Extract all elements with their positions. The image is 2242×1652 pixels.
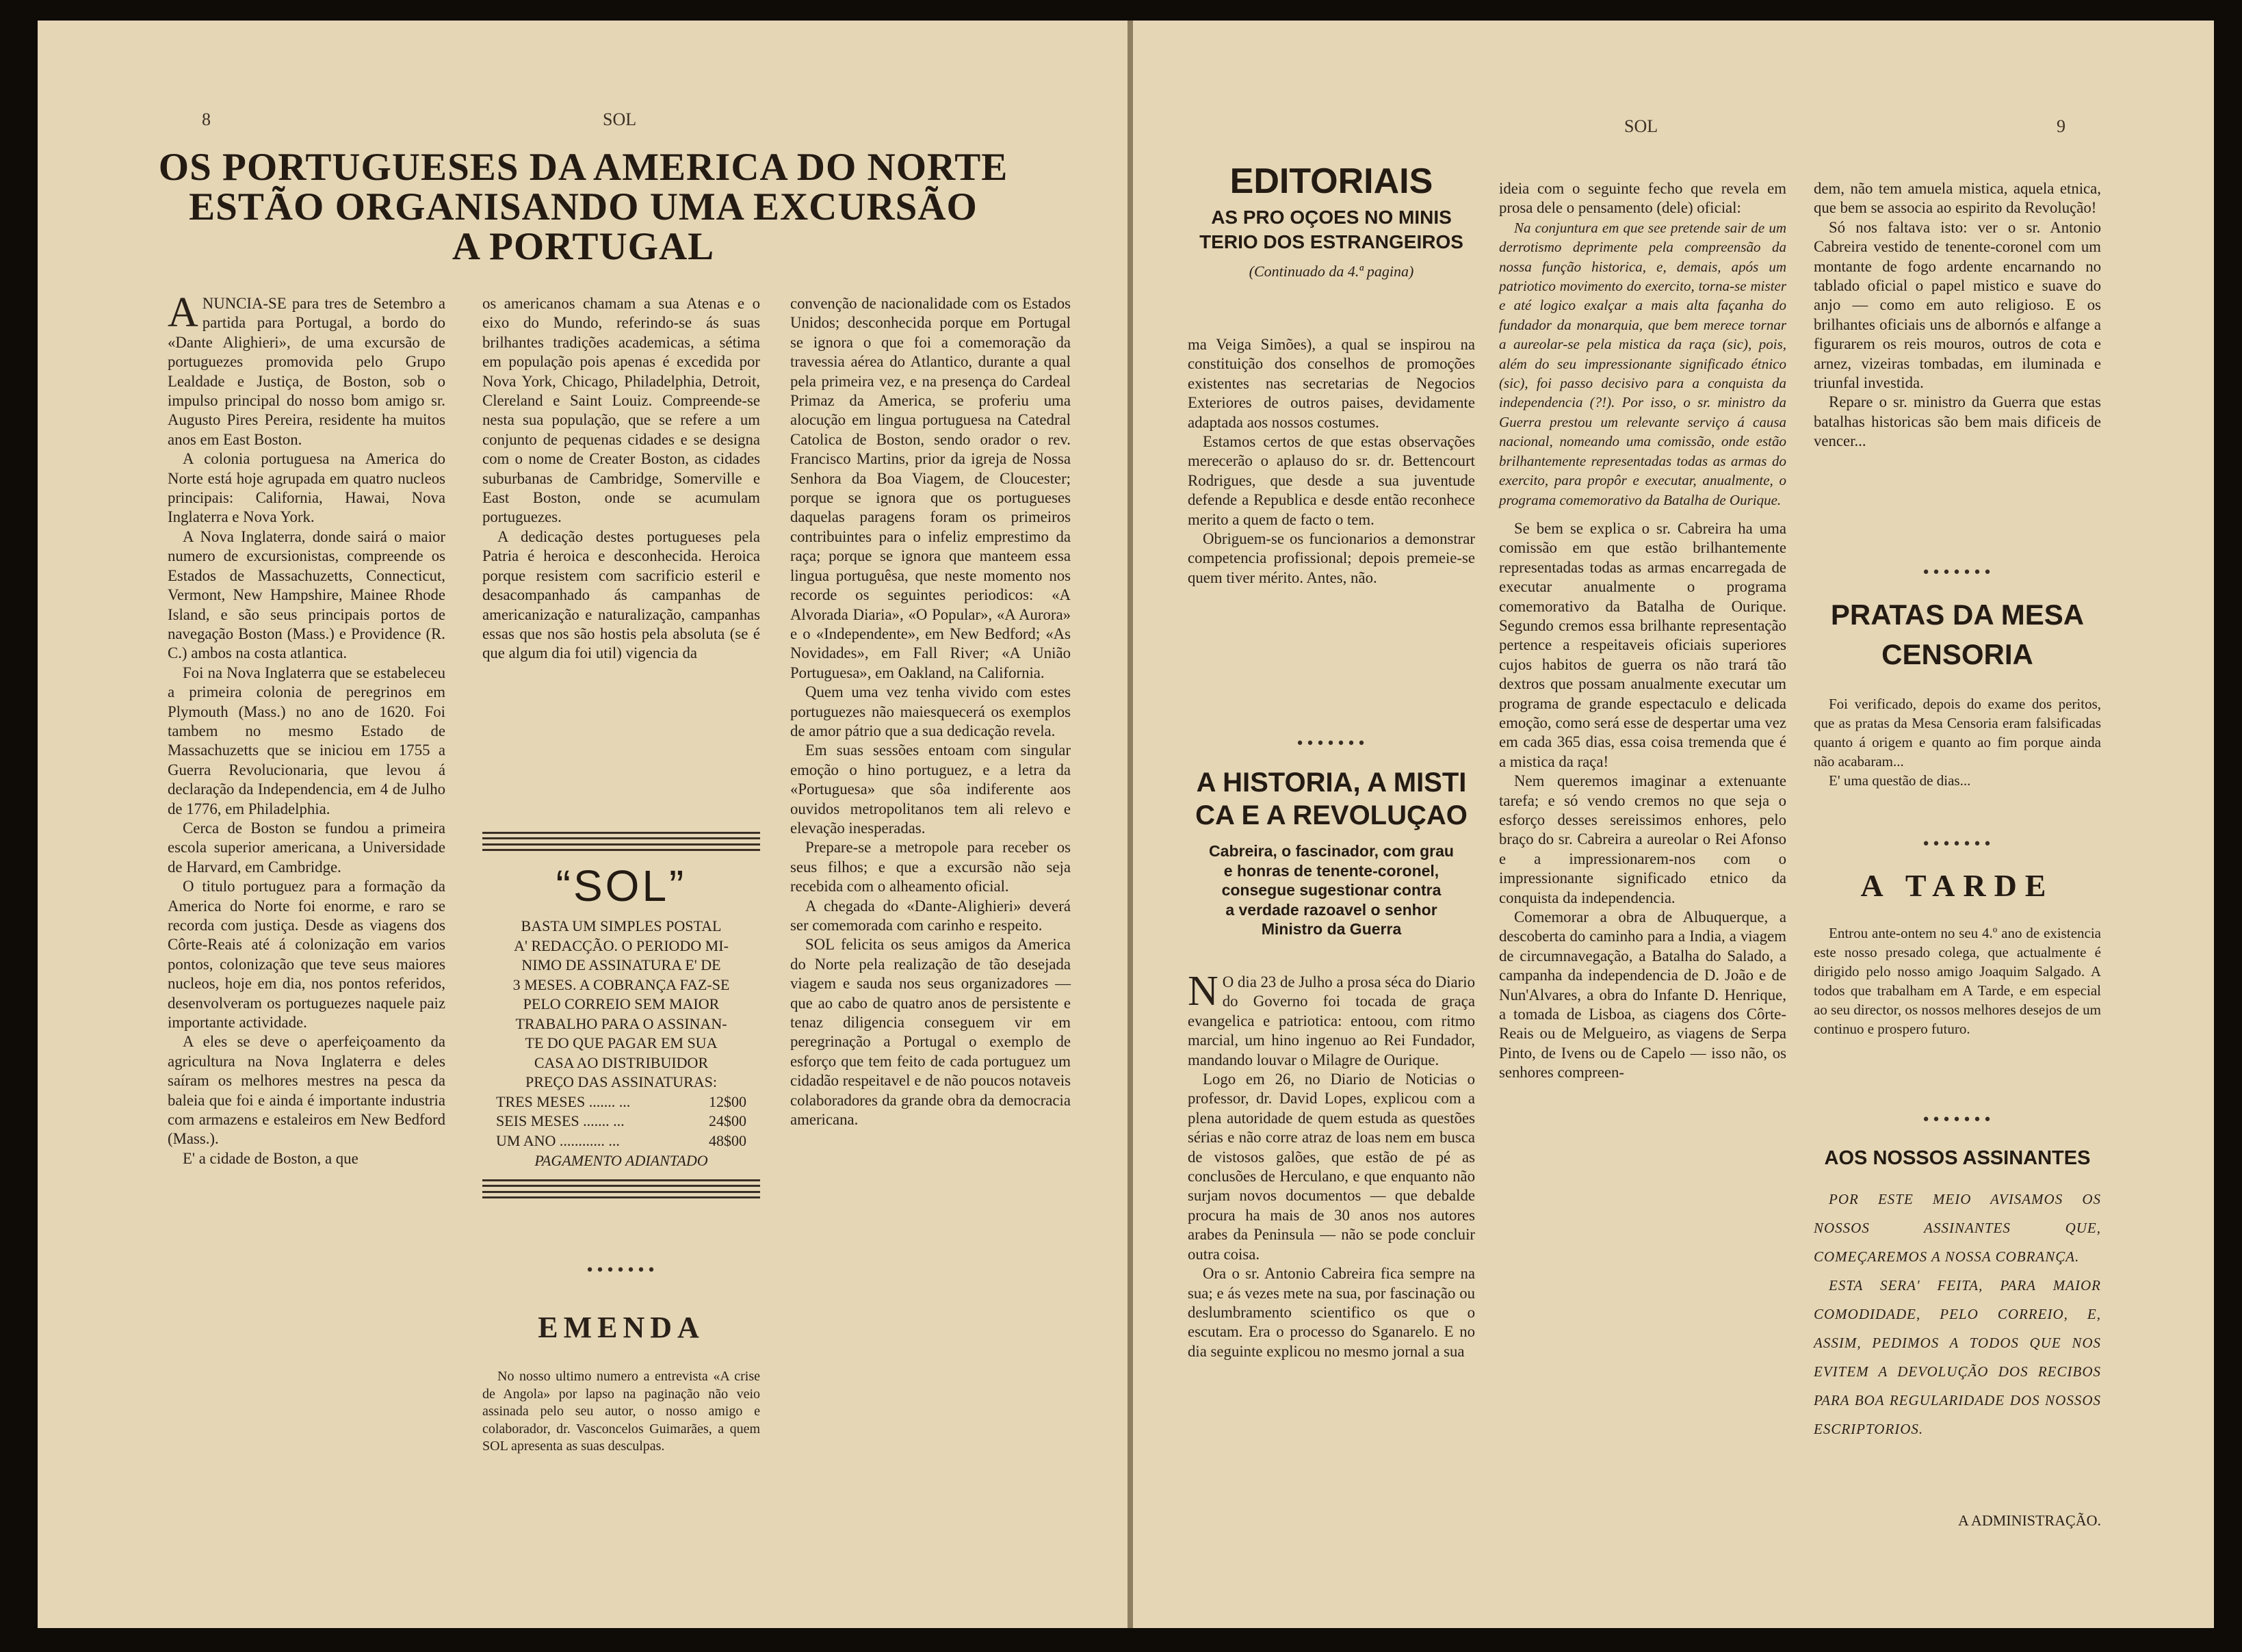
pratas-title: PRATAS DA MESA (1830, 599, 2085, 631)
price-value: 12$00 (709, 1092, 746, 1110)
paragraph: Foi verificado, depois do exame dos peritos, que as pratas da Mesa Censoria eram falsificadas quanto á origem e quanto ao fim porque ainda não acabaram... (1814, 696, 2101, 770)
price-row (496, 1092, 746, 1112)
paragraph: Cerca de Boston se fundou a primeira escola superior americana, a Universidade de Harvard, em Cambridge. (168, 819, 445, 876)
sol-box-line: A' REDACÇÃO. O PERIODO MI- (514, 936, 729, 954)
right-page (1133, 21, 2214, 1628)
paragraph: Prepare-se a metropole para receber os seus filhos; e que a excursão não seja recebida com o alheamento oficial. (790, 839, 1071, 895)
paragraph: E' uma questão de dias... (1829, 772, 1971, 789)
historia-subtitle: Ministro da Guerra (1261, 920, 1402, 938)
article-column-1 (168, 289, 445, 1168)
historia-subtitle: e honras de tenente-coronel, (1223, 861, 1439, 880)
sol-box-line: 3 MESES. A COBRANÇA FAZ-SE (512, 975, 730, 993)
paragraph: ma Veiga Simões), a qual se inspirou na constituição dos conselhos de promoções existentes nas secretarias de Negocios Exteriores de outros paises, devidamente adaptada aos nossos costumes. (1188, 336, 1475, 431)
historia-title: A HISTORIA, A MISTI (1196, 768, 1467, 798)
paragraph: Repare o sr. ministro da Guerra que estas batalhas historicas são bem mais dificeis de vencer... (1814, 393, 2101, 450)
paragraph: Foi na Nova Inglaterra que se estabeleceu a primeira colonia de peregrinos em Plymouth (Mass.) no ano de 1620. Foi tambem no mesmo Estado de Massachuzetts que se iniciou em 1755 a Guerra Revolucionaria, que levou á declaração da Independencia, em 4 de Julho de 1776, em Philadelphia. (168, 664, 445, 817)
price-label: SEIS MESES ....... ... (496, 1112, 625, 1129)
separator: ••••••• (585, 1262, 657, 1279)
paragraph: Logo em 26, no Diario de Noticias o professor, dr. David Lopes, explicou com a plena autoridade de quem estuda as questões sérias e não corre atraz de loas nem em busca de vistosos galões, que estão de pé as conclusões de Herculano, e que enquanto não surjam novos documentos — que debalde procura ha mais de 30 anos nos autores arabes da Peninsula — não se pode concluir outra coisa. (1188, 1071, 1475, 1263)
price-row (496, 1112, 746, 1131)
price-value: 24$00 (709, 1112, 746, 1129)
paragraph: SOL felicita os seus amigos da America do Norte pela realização de tão desejada viagem e sauda nos seus organizadores — que ao cabo de quatro anos de persistente e tenaz diligencia conseguem vir em peregrinação a Portugal o exemplo de esforço que tem feito de cada portuguez um cidadão respeitavel e de não poucos notaveis colaboradores da grande obra da democracia americana. (790, 936, 1071, 1129)
paragraph: ideia com o seguinte fecho que revela em prosa dele o pensamento (dele) oficial: (1499, 180, 1786, 217)
tarde-text (1814, 923, 2101, 1038)
paragraph: Se bem se explica o sr. Cabreira ha uma comissão em que estão brilhantemente representadas todas as armas encarregada de executar anualmente o programa comemorativo da Batalha de Ourique. Segundo cremos essa brilhante representação pertence a respeitaveis oficiais superiores cujos habitos de guerra os não trará tão dextros que possam anualmente executar um programa de grande espectaculo e delicada emoção, como será esse de despertar uma vez em cada 365 dias, essa coisa tremenda que é a mistica da raça! (1499, 519, 1786, 770)
price-value: 48$00 (709, 1131, 746, 1149)
pratas-title: CENSORIA (1881, 638, 2033, 670)
paragraph: POR ESTE MEIO AVISAMOS OS NOSSOS ASSINANTES QUE, COMEÇAREMOS A NOSSA COBRANÇA. (1814, 1191, 2101, 1265)
article-column-2 (482, 294, 760, 664)
paragraph: os americanos chamam a sua Atenas e o eixo do Mundo, referindo-se ás suas brilhantes tradições academicas, a sétima em população pois apenas é excedida por Nova York, Chicago, Philadelphia, Detroit, Clereland e Saint Louiz. Compreende-se nesta sua população, que se refere a um conjunto de pequenas cidades e se designa com o nome de Creater Boston, as cidades suburbanas de Cambridge, Somerville e East Boston, onde se acumulam portuguezes. (482, 295, 760, 526)
historia-subtitle: consegue sugestionar contra (1221, 881, 1442, 899)
separator: ••••••• (1921, 836, 1994, 853)
quote: Na conjuntura em que see pretende sair de um derrotismo deprimente pela compreensão da nossa função historica, e, demais, após um patriotico movimento do exercito, torna-se mister e até logico exalçar a mais alta façanha do fundador da monarquia, que bem merece tornar a aureolar-se pela mistica da raça (sic), pois, além do seu impressionante significado étnico (sic), foi passo decisivo para a conquista da independencia (?!). Por isso, o sr. ministro da Guerra prestou um relevante serviço á causa nacional, nomeando uma comissão, onde estão brilhantemente representadas todas as armas do exercito, para propôr e executar, anualmente, o programa comemorativo da Batalha de Ourique. (1499, 219, 1786, 508)
paragraph: A Nova Inglaterra, donde sairá o maior numero de excursionistas, compreende os Estados de Massachuzetts, Connecticut, Vermont, New Hampshire, Mainee Rhode Island, e são seus principais portos de navegação Boston (Mass.) e Providence (R. C.) ambos na costa atlantica. (168, 527, 445, 662)
paragraph: dem, não tem amuela mistica, aquela etnica, que bem se associa ao espirito da Revolução! (1814, 180, 2101, 217)
paragraph: A eles se deve o aperfeiçoamento da agricultura na Nova Inglaterra e deles saíram os melhores mestres na pesca da baleia que foi e ainda é importante industria com armazens e estaleiros em New Bedford (Mass.). (168, 1033, 445, 1148)
paragraph: Obriguem-se os funcionarios a demonstrar competencia profissional; depois premeie-se quem tiver mérito. Antes, não. (1188, 530, 1475, 586)
paragraph: Só nos faltava isto: ver o sr. Antonio Cabreira vestido de tenente-coronel com um montante de fogo ardente encarnando no tablado oficial o papel mistico e suave do anjo — como em auto religioso. E os brilhantes oficiais uns de albornós e alfange a figurarem os reis mouros, outros de cota e arnez, vizeiras tombadas, em iluminada e triunfal investida. (1814, 218, 2101, 392)
paragraph: Entrou ante-ontem no seu 4.º ano de existencia este nosso presado colega, que actualmente é dirigido pelo nosso amigo Joaquim Salgado. A todos que trabalham em A Tarde, e em especial ao seu director, os nossos melhores desejos de um continuo e prospero futuro. (1814, 925, 2101, 1037)
assinantes-title: AOS NOSSOS ASSINANTES (1824, 1147, 2091, 1169)
drop-cap: N (1188, 968, 1218, 1014)
paragraph: O dia 23 de Julho a prosa séca do Diario do Governo foi tocada de graça evangelica e patriotica: entoou, com ritmo marcial, um hino ingenuo ao Rei Fundador, mandando louvar o Milagre de Ourique. (1188, 973, 1475, 1068)
headline-line-2: ESTÃO ORGANISANDO UMA EXCURSÃO (189, 185, 978, 228)
paragraph: Estamos certos de que estas observações merecerão o aplauso do sr. dr. Bettencourt Rodrigues, que desde a sua juventude defende a Republica e desde então reconhece merito a quem de facto o tem. (1188, 433, 1475, 528)
emenda-text (482, 1368, 760, 1456)
tarde-title: A TARDE (1860, 868, 2055, 903)
sol-box-line: NIMO DE ASSINATURA E' DE (521, 956, 721, 973)
paragraph: Quem uma vez tenha vivido com estes portuguezes não maiesquecerá os exemplos de amor pátrio que a sua dedicação revela. (790, 683, 1071, 739)
drop-cap: A (168, 289, 198, 336)
paragraph: No nosso ultimo numero a entrevista «A crise de Angola» por lapso na paginação não veio assinada pelo seu autor, o nosso amigo e colaborador, dr. Vasconcelos Guimarães, a quem SOL apresenta as suas desculpas. (482, 1369, 760, 1454)
sol-box-line: TRABALHO PARA O ASSINAN- (515, 1014, 727, 1032)
paragraph: NUNCIA-SE para tres de Setembro a partida para Portugal, a bordo do «Dante Alighieri», de uma excursão de portuguezes promovida pelo Grupo Lealdade e Justiça, de Boston, sob o impulso principal do nosso bom amigo sr. Augusto Pires Pereira, residente ha muitos anos em East Boston. (168, 295, 445, 448)
separator: ••••••• (1921, 1112, 1994, 1129)
sol-box-title: “SOL” (556, 861, 687, 910)
prices-title: PREÇO DAS ASSINATURAS: (525, 1073, 717, 1090)
payment-note: PAGAMENTO ADIANTADO (534, 1152, 708, 1169)
historia-column-c (1814, 179, 2101, 451)
wavy-rule (482, 1179, 760, 1187)
price-label: TRES MESES ....... ... (496, 1092, 631, 1110)
historia-subtitle: a verdade razoavel o senhor (1225, 900, 1437, 919)
page-number: 8 (202, 109, 211, 129)
editoriais-block (1188, 157, 1475, 289)
editoriais-title: EDITORIAIS (1229, 161, 1433, 201)
paragraph: Em suas sessões entoam com singular emoção o hino portuguez, e a letra da «Portuguesa» que sôa indiferente aos ouvidos metropolitanos tem ali relevo e elevação inesperadas. (790, 742, 1071, 837)
separator: ••••••• (1295, 735, 1368, 752)
left-page (38, 21, 1129, 1628)
paragraph: A colonia portuguesa na America do Norte está hoje agrupada em quatro nucleos principais: California, Hawai, Nova Inglaterra e Nova York. (168, 450, 445, 526)
wavy-rule (482, 843, 760, 851)
paragraph: A dedicação destes portugueses pela Patria é heroica e desconhecida. Heroica porque resistem com sacrificio esteril e desacompanhado ás campanhas de americanização e naturalização, campanhas essas que nos são hostis pela absoluta (se é que algum dia foi util) vigencia da (482, 527, 760, 662)
paragraph: ESTA SERA' FEITA, PARA MAIOR COMODIDADE, PELO CORREIO, E, ASSIM, PEDIMOS A TODOS QUE NOS EVITEM A DEVOLUÇÃO DOS RECIBOS PARA BOA REGULARIDADE DOS NOSSOS ESCRIPTORIOS. (1814, 1277, 2101, 1437)
assinantes-signature: A ADMINISTRAÇÃO. (1957, 1512, 2101, 1529)
sol-box-line: PELO CORREIO SEM MAIOR (523, 995, 720, 1012)
historia-header (1188, 766, 1475, 939)
historia-column-a (1188, 968, 1475, 1361)
running-title: SOL (603, 109, 637, 129)
historia-subtitle: Cabreira, o fascinador, com grau (1209, 842, 1454, 860)
assinantes-text (1814, 1185, 2101, 1443)
separator: ••••••• (1921, 564, 1994, 581)
pratas-header (1814, 595, 2101, 674)
wavy-rule (482, 832, 760, 839)
paragraph: E' a cidade de Boston, a que (183, 1149, 359, 1167)
sol-box-line: TE DO QUE PAGAR EM SUA (525, 1034, 718, 1051)
wavy-rule (482, 1191, 760, 1198)
editoriais-text (1188, 335, 1475, 588)
pratas-text (1814, 694, 2101, 790)
subscription-box (482, 828, 760, 1203)
paragraph: A chegada do «Dante-Alighieri» deverá ser comemorada com carinho e respeito. (790, 897, 1071, 934)
editoriais-subtitle: AS PRO OÇOES NO MINIS (1211, 207, 1452, 228)
emenda-title: EMENDA (538, 1311, 705, 1344)
sol-box-line: CASA AO DISTRIBUIDOR (534, 1053, 709, 1071)
article-column-3 (790, 294, 1071, 1129)
paragraph: convenção de nacionalidade com os Estados Unidos; desconhecida porque em Portugal se ignora o que foi a comemoração da travessia aérea do Atlantico, durante a qual pela primeira vez, e na presença do Cardeal Primaz da America, se proferiu uma alocução em lingua portuguesa na Catedral Catolica de Boston, sendo orador o rev. Francisco Martins, prior da igreja de Nossa Senhora da Boa Viagem, de Cloucester; porque se ignora que os portugueses daquelas paragens foram os primeiros contribuintes para o infeliz emprestimo da raça; porque se ignora que manteem essa lingua portuguêsa, que neste momento nos recorde os seguintes periodicos: «A Alvorada Diaria», «O Popular», «A Aurora» e o «Independente», em New Bedford; «As Novidades», em Fall River; «A União Portuguesa», em Oakland, na California. (790, 295, 1071, 681)
editoriais-subtitle: TERIO DOS ESTRANGEIROS (1199, 231, 1463, 252)
sol-box-line: BASTA UM SIMPLES POSTAL (521, 917, 722, 934)
price-row (496, 1131, 746, 1151)
page-number: 9 (2057, 116, 2065, 136)
paragraph: Comemorar a obra de Albuquerque, a descoberta do caminho para a India, a viagem de circumnavegação, a Batalha do Salado, a campanha da independencia de D. João e de Nun'Alvares, a obra do Infante D. Henrique, a tomada de Lisboa, as ciagens dos Côrte-Reais ou de Melgueiro, as viagens de Serpa Pinto, de Ivens ou de Capelo — isso não, os senhores compreen- (1499, 908, 1786, 1081)
headline-line-1: OS PORTUGUESES DA AMERICA DO NORTE (158, 146, 1008, 189)
price-label: UM ANO ............ ... (496, 1131, 620, 1149)
historia-column-b (1499, 179, 1786, 1083)
paragraph: O titulo portuguez para a formação da America do Norte foi enorme, e raro se recorda com justiça. Desde as viagens dos Côrte-Reais até á colonização em varios pontos, colonização que teve seus maiores nucleos, hoje em dia, nos pontos referidos, desenvolveram os portuguezes naquele paiz importante actividade. (168, 878, 445, 1032)
paragraph: Ora o sr. Antonio Cabreira fica sempre na sua; e ás vezes mete na sua, por fascinação ou deslumbramento scientifico os que o escutam. Era o processo do Sganarelo. E no dia seguinte explicou no mesmo jornal a sua (1188, 1265, 1475, 1360)
headline-line-3: A PORTUGAL (452, 225, 715, 268)
historia-title: CA E A REVOLUÇAO (1195, 800, 1468, 830)
running-title: SOL (1624, 116, 1658, 136)
continued-note: (Continuado da 4.ª pagina) (1249, 263, 1414, 280)
paragraph: Nem queremos imaginar a extenuante tarefa; e só vendo cremos no que seja o esforço desses sereissimos enhores, pelo braço do sr. Cabreira a aureolar o Rei Afonso e a impressionarem-nos com o impressionante significado etnico da conquista da independencia. (1499, 772, 1786, 906)
